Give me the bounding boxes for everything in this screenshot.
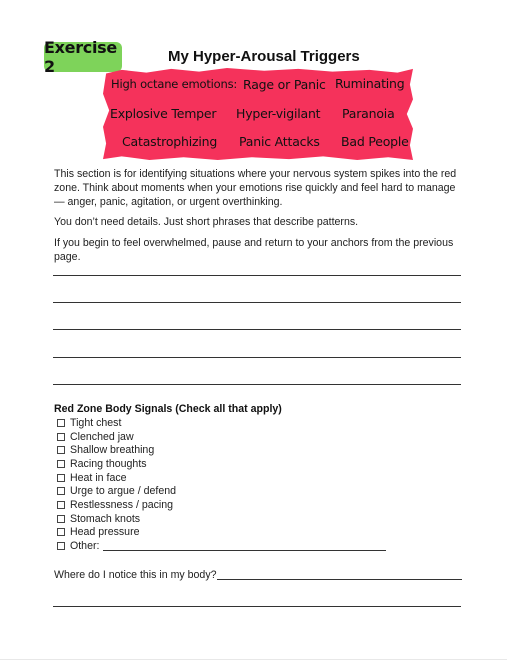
writing-line[interactable] [53, 329, 461, 330]
checklist-label: Tight chest [70, 416, 122, 429]
trigger-tag: High octane emotions: [111, 77, 238, 91]
checklist-item[interactable] [57, 430, 386, 444]
checklist-item[interactable] [57, 416, 386, 430]
writing-line[interactable] [53, 302, 461, 303]
checklist-item[interactable] [57, 512, 386, 526]
checklist-item[interactable] [57, 484, 386, 498]
exercise-badge: Exercise 2 [44, 42, 122, 72]
writing-line[interactable] [53, 384, 461, 385]
checkbox-icon[interactable] [57, 501, 65, 509]
intro-paragraph: This section is for identifying situations where your nervous system spikes into the red zone. Think about moments when your emotions rise quickly and feel hard to manage — anger, panic, agitation, or urgent overthinking. [54, 168, 457, 208]
page-title: My Hyper-Arousal Triggers [168, 48, 360, 65]
trigger-tag: Ruminating [335, 76, 405, 91]
writing-line[interactable] [53, 606, 461, 607]
checklist-label: Heat in face [70, 471, 127, 484]
body-signals-heading: Red Zone Body Signals (Check all that apply) [54, 403, 282, 415]
checkbox-icon[interactable] [57, 528, 65, 536]
checkbox-icon[interactable] [57, 419, 65, 427]
checkbox-icon[interactable] [57, 460, 65, 468]
trigger-tag: Rage or Panic [243, 77, 326, 92]
trigger-tag: Paranoia [342, 106, 395, 121]
checkbox-icon[interactable] [57, 474, 65, 482]
trigger-tag: Panic Attacks [239, 134, 320, 149]
body-location-question: Where do I notice this in my body? [54, 569, 217, 581]
checklist-label: Head pressure [70, 526, 140, 539]
checklist-item-other[interactable] [57, 539, 386, 553]
checklist-item[interactable] [57, 471, 386, 485]
checkbox-icon[interactable] [57, 446, 65, 454]
checklist-label: Restlessness / pacing [70, 498, 174, 511]
trigger-tag: Explosive Temper [110, 106, 217, 121]
writing-line[interactable] [53, 275, 461, 276]
checklist-label: Clenched jaw [70, 430, 134, 443]
checkbox-icon[interactable] [57, 515, 65, 523]
checklist-label: Stomach knots [70, 512, 141, 525]
checkbox-icon[interactable] [57, 542, 65, 550]
question-answer-line[interactable] [217, 579, 462, 580]
trigger-tag: Catastrophizing [122, 134, 218, 149]
checklist-label: Urge to argue / defend [70, 485, 177, 498]
body-signals-checklist [57, 416, 386, 553]
checklist-label: Shallow breathing [70, 444, 155, 457]
writing-line[interactable] [53, 357, 461, 358]
checklist-label: Racing thoughts [70, 457, 147, 470]
checkbox-icon[interactable] [57, 487, 65, 495]
checklist-item[interactable] [57, 498, 386, 512]
trigger-tag: Hyper-vigilant [236, 106, 321, 121]
checklist-item[interactable] [57, 526, 386, 540]
trigger-tag: Bad People [341, 134, 409, 149]
checkbox-icon[interactable] [57, 433, 65, 441]
checklist-item[interactable] [57, 443, 386, 457]
other-answer-line[interactable] [103, 550, 386, 551]
checklist-label: Other: [70, 540, 100, 553]
checklist-item[interactable] [57, 457, 386, 471]
intro-paragraph: You don’t need details. Just short phrases that describe patterns. [54, 216, 359, 228]
intro-paragraph: If you begin to feel overwhelmed, pause and return to your anchors from the previous page. [54, 237, 454, 263]
